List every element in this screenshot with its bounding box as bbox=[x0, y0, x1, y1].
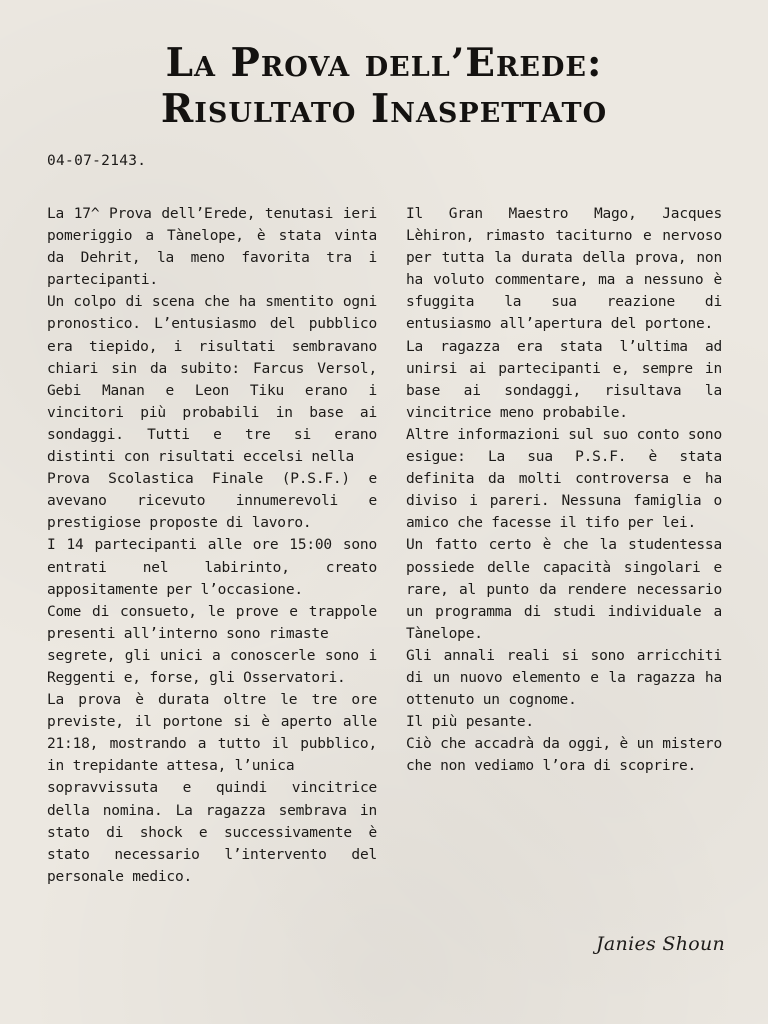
paragraph: Ciò che accadrà da oggi, è un mistero che non vediamo l’ora di scoprire. bbox=[406, 736, 722, 775]
paragraph: Un colpo di scena che ha smentito ogni pronostico. L’entusiasmo del pubblico era tiepido, i risultati sembravano chiari sin da subito: Farcus Versol, Gebi Manan e Leon Tiku erano i vincitori più probabili in base ai sondaggi. Tutti e tre si erano distinti con risultati eccelsi nella bbox=[47, 294, 377, 466]
article-title bbox=[0, 40, 768, 132]
paragraph: Prova Scolastica Finale (P.S.F.) e avevano ricevuto innumerevoli e prestigiose proposte di lavoro. bbox=[47, 471, 377, 532]
paragraph: I 14 partecipanti alle ore 15:00 sono entrati nel labirinto, creato appositamente per l’occasione. bbox=[47, 537, 377, 598]
title-line-1: La Prova dell’Erede: bbox=[165, 40, 603, 86]
paragraph: Altre informazioni sul suo conto sono esigue: La sua P.S.F. è stata definita da molti controversa e ha diviso i pareri. Nessuna famiglia o amico che facesse il tifo per lei. bbox=[406, 426, 722, 532]
paragraph: La 17^ Prova dell’Erede, tenutasi ieri pomeriggio a Tànelope, è stata vinta da Dehrit, la meno favorita tra i partecipanti. bbox=[47, 206, 377, 289]
article-date: 04-07-2143. bbox=[47, 153, 147, 169]
right-column bbox=[406, 203, 722, 777]
paragraph: segrete, gli unici a conoscerle sono i Reggenti e, forse, gli Osservatori. bbox=[47, 647, 377, 686]
paragraph: Un fatto certo è che la studentessa possiede delle capacità singolari e rare, al punto da rendere necessario un programma di studi individuale a Tànelope. bbox=[406, 537, 722, 642]
paragraph: sopravvissuta e quindi vincitrice della nomina. La ragazza sembrava in stato di shock e successivamente è stato necessario l’intervento del personale medico. bbox=[47, 780, 377, 885]
paragraph: La prova è durata oltre le tre ore previste, il portone si è aperto alle 21:18, mostrando a tutto il pubblico, in trepidante attesa, l’unica bbox=[47, 692, 377, 775]
paragraph: La ragazza era stata l’ultima ad unirsi ai partecipanti e, sempre in base ai sondaggi, risultava la vincitrice meno probabile. bbox=[406, 338, 722, 421]
left-column bbox=[47, 203, 377, 888]
paragraph: Il più pesante. bbox=[406, 714, 534, 731]
paragraph: Come di consueto, le prove e trappole presenti all’interno sono rimaste bbox=[47, 603, 377, 642]
paragraph: Il Gran Maestro Mago, Jacques Lèhiron, rimasto taciturno e nervoso per tutta la durata della prova, non ha voluto commentare, ma a nessuno è sfuggita la sua reazione di entusiasmo all’apertura del portone. bbox=[406, 206, 722, 333]
paragraph: Gli annali reali si sono arricchiti di un nuovo elemento e la ragazza ha ottenuto un cognome. bbox=[406, 647, 722, 709]
title-line-2: Risultato Inaspettato bbox=[160, 86, 608, 132]
author-signature: Janies Shoun bbox=[596, 933, 726, 955]
